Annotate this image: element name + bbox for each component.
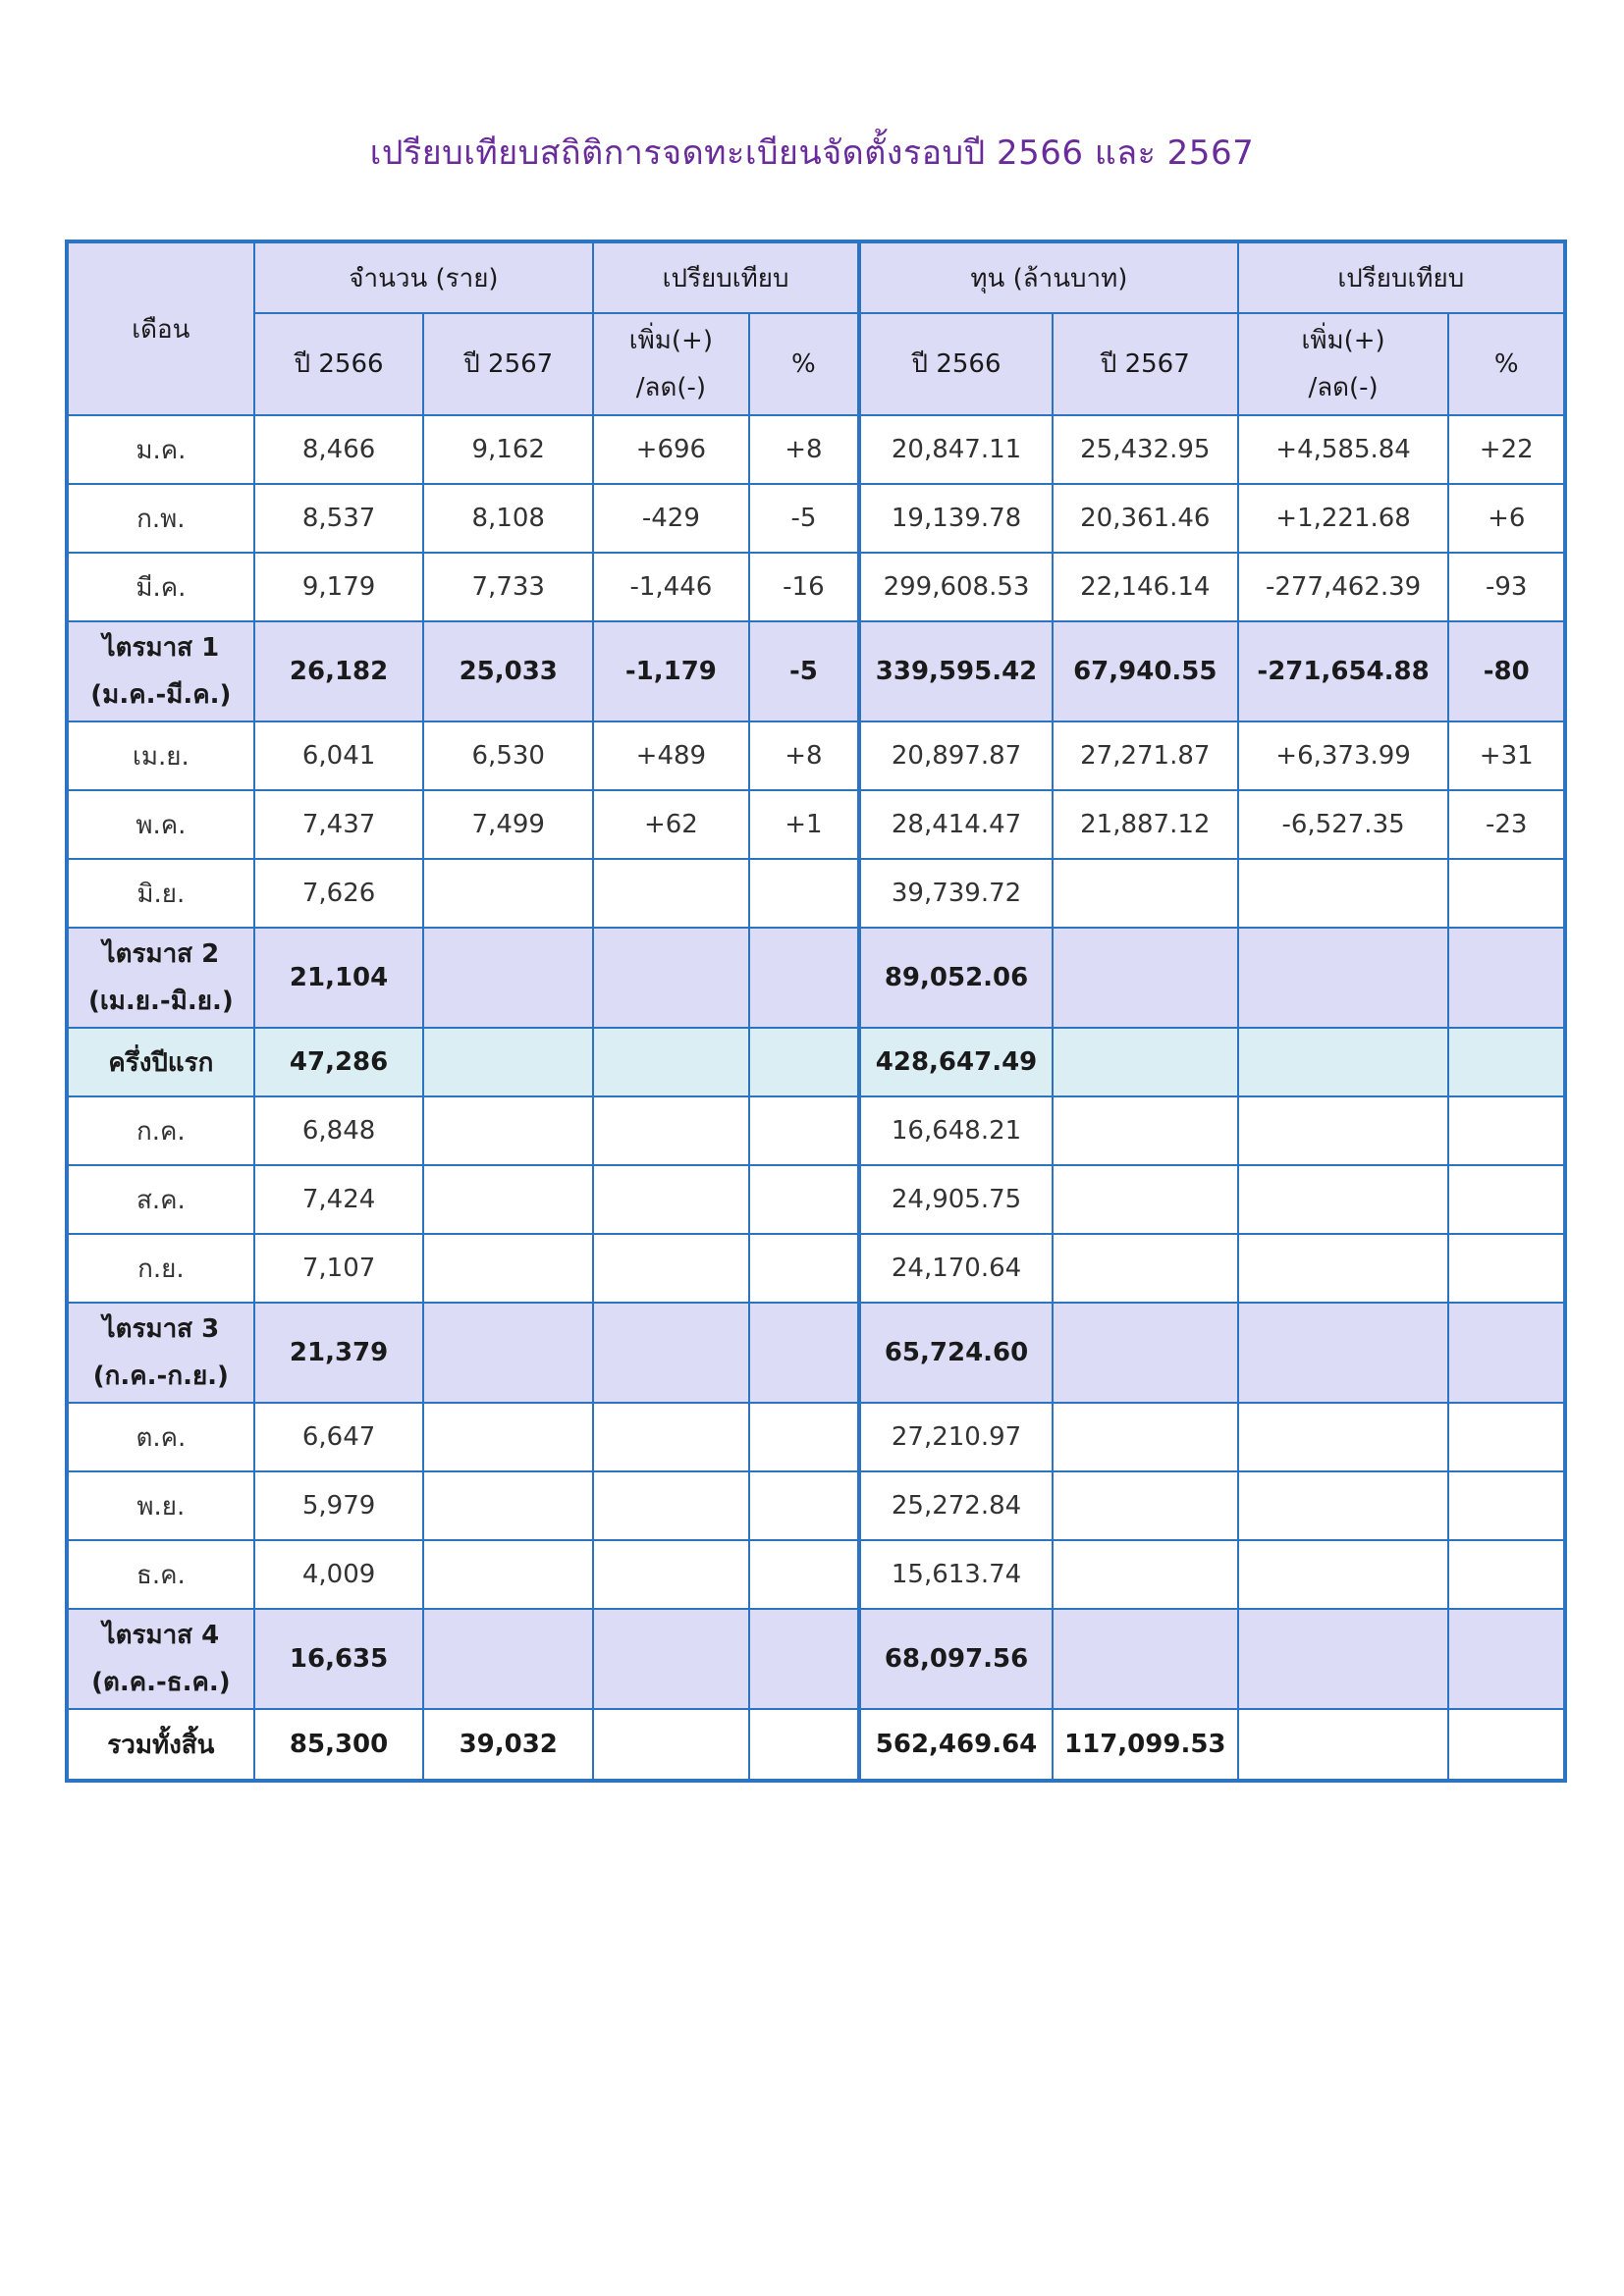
cell-capital-2567 xyxy=(1053,1609,1238,1709)
cell-capital-2566: 299,608.53 xyxy=(859,553,1053,621)
cell-capital-2566: 20,897.87 xyxy=(859,721,1053,790)
row-label-line2: (ม.ค.-มี.ค.) xyxy=(90,680,232,710)
cell-count-percent xyxy=(749,928,859,1028)
row-label: ก.ย. xyxy=(67,1234,254,1303)
cell-capital-2566: 39,739.72 xyxy=(859,859,1053,928)
cell-count-2567: 7,499 xyxy=(423,790,593,859)
cell-count-2567: 7,733 xyxy=(423,553,593,621)
row-label: ครึ่งปีแรก xyxy=(67,1028,254,1096)
cell-capital-percent xyxy=(1448,1403,1565,1471)
cell-capital-percent xyxy=(1448,1609,1565,1709)
cell-capital-2567: 21,887.12 xyxy=(1053,790,1238,859)
cell-capital-change: -277,462.39 xyxy=(1238,553,1449,621)
cell-capital-change: +1,221.68 xyxy=(1238,484,1449,553)
cell-capital-percent: -80 xyxy=(1448,621,1565,721)
cell-count-2566: 47,286 xyxy=(254,1028,424,1096)
cell-count-percent: -16 xyxy=(749,553,859,621)
cell-capital-change xyxy=(1238,1709,1449,1781)
table-row xyxy=(67,1234,1565,1303)
cell-capital-2566: 20,847.11 xyxy=(859,415,1053,484)
cell-capital-percent xyxy=(1448,859,1565,928)
cell-count-2566: 8,537 xyxy=(254,484,424,553)
cell-count-percent: +8 xyxy=(749,415,859,484)
cell-count-2566: 26,182 xyxy=(254,621,424,721)
cell-count-2567 xyxy=(423,1165,593,1234)
cell-count-percent: -5 xyxy=(749,621,859,721)
row-label-line2: (เม.ย.-มิ.ย.) xyxy=(88,987,234,1016)
table-row xyxy=(67,484,1565,553)
cell-capital-percent: -93 xyxy=(1448,553,1565,621)
cell-count-percent xyxy=(749,1540,859,1609)
row-label-line1: ไตรมาส 1 xyxy=(102,633,220,663)
header-capital-change-line1: เพิ่ม(+) xyxy=(1301,326,1385,355)
registration-stats-table xyxy=(65,240,1567,1783)
cell-capital-2567 xyxy=(1053,1165,1238,1234)
row-label xyxy=(67,928,254,1028)
cell-count-2566: 7,424 xyxy=(254,1165,424,1234)
table-header xyxy=(67,241,1565,415)
row-label: พ.ย. xyxy=(67,1471,254,1540)
cell-capital-2567 xyxy=(1053,1403,1238,1471)
cell-capital-2567 xyxy=(1053,1096,1238,1165)
cell-capital-change xyxy=(1238,1471,1449,1540)
page-title: เปรียบเทียบสถิติการจดทะเบียนจัดตั้งรอบปี 2566 และ 2567 xyxy=(369,133,1255,173)
cell-count-percent xyxy=(749,1165,859,1234)
cell-capital-percent xyxy=(1448,1540,1565,1609)
cell-count-change xyxy=(593,1303,749,1403)
cell-capital-2567: 67,940.55 xyxy=(1053,621,1238,721)
table-row xyxy=(67,859,1565,928)
cell-count-2566: 21,379 xyxy=(254,1303,424,1403)
cell-count-2567: 39,032 xyxy=(423,1709,593,1781)
table-body xyxy=(67,415,1565,1781)
cell-capital-2566: 16,648.21 xyxy=(859,1096,1053,1165)
cell-capital-change: +4,585.84 xyxy=(1238,415,1449,484)
cell-capital-percent xyxy=(1448,1709,1565,1781)
cell-count-2567 xyxy=(423,859,593,928)
quarter-row xyxy=(67,621,1565,721)
cell-count-change xyxy=(593,1709,749,1781)
cell-count-2567: 6,530 xyxy=(423,721,593,790)
cell-capital-2567 xyxy=(1053,1028,1238,1096)
cell-count-2567 xyxy=(423,1540,593,1609)
cell-count-change xyxy=(593,1609,749,1709)
cell-count-percent xyxy=(749,1303,859,1403)
cell-capital-2566: 27,210.97 xyxy=(859,1403,1053,1471)
table-row xyxy=(67,553,1565,621)
row-label-line1: ไตรมาส 3 xyxy=(102,1314,220,1344)
table-row xyxy=(67,1096,1565,1165)
row-label xyxy=(67,621,254,721)
row-label: รวมทั้งสิ้น xyxy=(67,1709,254,1781)
cell-count-2567 xyxy=(423,1096,593,1165)
cell-count-2567 xyxy=(423,1234,593,1303)
row-label-line1: ไตรมาส 4 xyxy=(102,1621,220,1650)
cell-capital-2567: 20,361.46 xyxy=(1053,484,1238,553)
cell-count-2567 xyxy=(423,1028,593,1096)
cell-count-change xyxy=(593,928,749,1028)
row-label: ต.ค. xyxy=(67,1403,254,1471)
row-label: มี.ค. xyxy=(67,553,254,621)
table-row xyxy=(67,790,1565,859)
cell-count-percent: +1 xyxy=(749,790,859,859)
cell-count-change xyxy=(593,1234,749,1303)
cell-capital-2567 xyxy=(1053,1471,1238,1540)
cell-capital-2567 xyxy=(1053,1234,1238,1303)
table-row xyxy=(67,721,1565,790)
cell-count-2567 xyxy=(423,1303,593,1403)
header-capital-2567: ปี 2567 xyxy=(1053,313,1238,415)
table-row xyxy=(67,1165,1565,1234)
cell-capital-percent: +6 xyxy=(1448,484,1565,553)
cell-count-change xyxy=(593,1096,749,1165)
cell-count-2566: 85,300 xyxy=(254,1709,424,1781)
cell-count-change: +696 xyxy=(593,415,749,484)
cell-capital-percent xyxy=(1448,1096,1565,1165)
cell-capital-2567 xyxy=(1053,859,1238,928)
cell-count-2566: 6,848 xyxy=(254,1096,424,1165)
cell-capital-2566: 28,414.47 xyxy=(859,790,1053,859)
cell-capital-percent xyxy=(1448,928,1565,1028)
header-count-change-line2: /ลด(-) xyxy=(635,373,706,402)
cell-capital-percent: +31 xyxy=(1448,721,1565,790)
row-label: มิ.ย. xyxy=(67,859,254,928)
cell-capital-change xyxy=(1238,1028,1449,1096)
quarter-row xyxy=(67,1303,1565,1403)
cell-count-2566: 6,647 xyxy=(254,1403,424,1471)
cell-count-change xyxy=(593,859,749,928)
table-row xyxy=(67,1471,1565,1540)
cell-count-change: -429 xyxy=(593,484,749,553)
header-capital-change xyxy=(1238,313,1449,415)
cell-capital-change: -6,527.35 xyxy=(1238,790,1449,859)
cell-capital-percent xyxy=(1448,1303,1565,1403)
header-count-compare: เปรียบเทียบ xyxy=(593,241,859,313)
row-label-line1: ไตรมาส 2 xyxy=(102,939,220,969)
row-label-line2: (ก.ค.-ก.ย.) xyxy=(92,1362,229,1391)
cell-count-percent xyxy=(749,859,859,928)
cell-count-percent xyxy=(749,1709,859,1781)
cell-count-2566: 21,104 xyxy=(254,928,424,1028)
cell-count-2566: 4,009 xyxy=(254,1540,424,1609)
cell-capital-2567: 25,432.95 xyxy=(1053,415,1238,484)
header-count-2567: ปี 2567 xyxy=(423,313,593,415)
cell-count-2567 xyxy=(423,1403,593,1471)
cell-count-2566: 8,466 xyxy=(254,415,424,484)
cell-count-percent: +8 xyxy=(749,721,859,790)
cell-capital-2566: 65,724.60 xyxy=(859,1303,1053,1403)
cell-capital-2566: 24,905.75 xyxy=(859,1165,1053,1234)
cell-capital-2566: 562,469.64 xyxy=(859,1709,1053,1781)
cell-count-change xyxy=(593,1403,749,1471)
cell-count-change: +62 xyxy=(593,790,749,859)
header-count-group: จำนวน (ราย) xyxy=(254,241,593,313)
quarter-row xyxy=(67,928,1565,1028)
cell-count-2566: 6,041 xyxy=(254,721,424,790)
cell-count-2567 xyxy=(423,928,593,1028)
cell-capital-2567: 22,146.14 xyxy=(1053,553,1238,621)
cell-capital-2567 xyxy=(1053,928,1238,1028)
cell-capital-2566: 428,647.49 xyxy=(859,1028,1053,1096)
row-label xyxy=(67,1303,254,1403)
header-count-change-line1: เพิ่ม(+) xyxy=(628,326,713,355)
cell-count-percent xyxy=(749,1403,859,1471)
total-row xyxy=(67,1709,1565,1781)
cell-count-2567 xyxy=(423,1609,593,1709)
header-capital-change-line2: /ลด(-) xyxy=(1308,373,1379,402)
header-count-change xyxy=(593,313,749,415)
quarter-row xyxy=(67,1609,1565,1709)
cell-capital-percent: -23 xyxy=(1448,790,1565,859)
cell-count-2566: 7,437 xyxy=(254,790,424,859)
cell-capital-2566: 25,272.84 xyxy=(859,1471,1053,1540)
cell-capital-change xyxy=(1238,928,1449,1028)
cell-capital-2566: 15,613.74 xyxy=(859,1540,1053,1609)
cell-count-2566: 9,179 xyxy=(254,553,424,621)
cell-capital-percent xyxy=(1448,1028,1565,1096)
cell-capital-change xyxy=(1238,1609,1449,1709)
cell-count-change: +489 xyxy=(593,721,749,790)
header-capital-percent: % xyxy=(1448,313,1565,415)
cell-capital-change xyxy=(1238,859,1449,928)
cell-capital-percent xyxy=(1448,1471,1565,1540)
half-row xyxy=(67,1028,1565,1096)
cell-count-percent xyxy=(749,1471,859,1540)
cell-count-change: -1,179 xyxy=(593,621,749,721)
row-label: เม.ย. xyxy=(67,721,254,790)
cell-count-2567: 9,162 xyxy=(423,415,593,484)
cell-count-2566: 5,979 xyxy=(254,1471,424,1540)
cell-count-percent xyxy=(749,1028,859,1096)
cell-capital-change xyxy=(1238,1234,1449,1303)
cell-capital-2567 xyxy=(1053,1303,1238,1403)
row-label: ก.พ. xyxy=(67,484,254,553)
cell-count-percent: -5 xyxy=(749,484,859,553)
row-label: พ.ค. xyxy=(67,790,254,859)
table-row xyxy=(67,1540,1565,1609)
header-capital-group: ทุน (ล้านบาท) xyxy=(859,241,1238,313)
cell-count-change xyxy=(593,1028,749,1096)
cell-count-2567: 8,108 xyxy=(423,484,593,553)
header-count-percent: % xyxy=(749,313,859,415)
row-label xyxy=(67,1609,254,1709)
cell-count-2567: 25,033 xyxy=(423,621,593,721)
cell-capital-percent xyxy=(1448,1234,1565,1303)
cell-count-percent xyxy=(749,1096,859,1165)
table-row xyxy=(67,415,1565,484)
cell-capital-2566: 68,097.56 xyxy=(859,1609,1053,1709)
table-row xyxy=(67,1403,1565,1471)
row-label: ส.ค. xyxy=(67,1165,254,1234)
cell-capital-change: +6,373.99 xyxy=(1238,721,1449,790)
cell-capital-change xyxy=(1238,1096,1449,1165)
header-capital-compare: เปรียบเทียบ xyxy=(1238,241,1565,313)
cell-count-percent xyxy=(749,1609,859,1709)
cell-capital-2567: 117,099.53 xyxy=(1053,1709,1238,1781)
cell-capital-change xyxy=(1238,1403,1449,1471)
row-label: ธ.ค. xyxy=(67,1540,254,1609)
cell-capital-change xyxy=(1238,1165,1449,1234)
header-month: เดือน xyxy=(67,241,254,415)
cell-count-2566: 7,107 xyxy=(254,1234,424,1303)
cell-capital-2566: 339,595.42 xyxy=(859,621,1053,721)
row-label: ม.ค. xyxy=(67,415,254,484)
cell-capital-2567 xyxy=(1053,1540,1238,1609)
cell-count-percent xyxy=(749,1234,859,1303)
cell-count-2567 xyxy=(423,1471,593,1540)
row-label-line2: (ต.ค.-ธ.ค.) xyxy=(91,1668,231,1697)
cell-count-change xyxy=(593,1471,749,1540)
header-count-2566: ปี 2566 xyxy=(254,313,424,415)
cell-capital-2566: 24,170.64 xyxy=(859,1234,1053,1303)
cell-count-change: -1,446 xyxy=(593,553,749,621)
cell-count-change xyxy=(593,1165,749,1234)
row-label: ก.ค. xyxy=(67,1096,254,1165)
cell-count-2566: 16,635 xyxy=(254,1609,424,1709)
cell-capital-change xyxy=(1238,1303,1449,1403)
cell-capital-2566: 19,139.78 xyxy=(859,484,1053,553)
cell-capital-percent: +22 xyxy=(1448,415,1565,484)
cell-capital-change: -271,654.88 xyxy=(1238,621,1449,721)
cell-capital-percent xyxy=(1448,1165,1565,1234)
cell-count-2566: 7,626 xyxy=(254,859,424,928)
header-capital-2566: ปี 2566 xyxy=(859,313,1053,415)
cell-count-change xyxy=(593,1540,749,1609)
cell-capital-2566: 89,052.06 xyxy=(859,928,1053,1028)
cell-capital-2567: 27,271.87 xyxy=(1053,721,1238,790)
cell-capital-change xyxy=(1238,1540,1449,1609)
